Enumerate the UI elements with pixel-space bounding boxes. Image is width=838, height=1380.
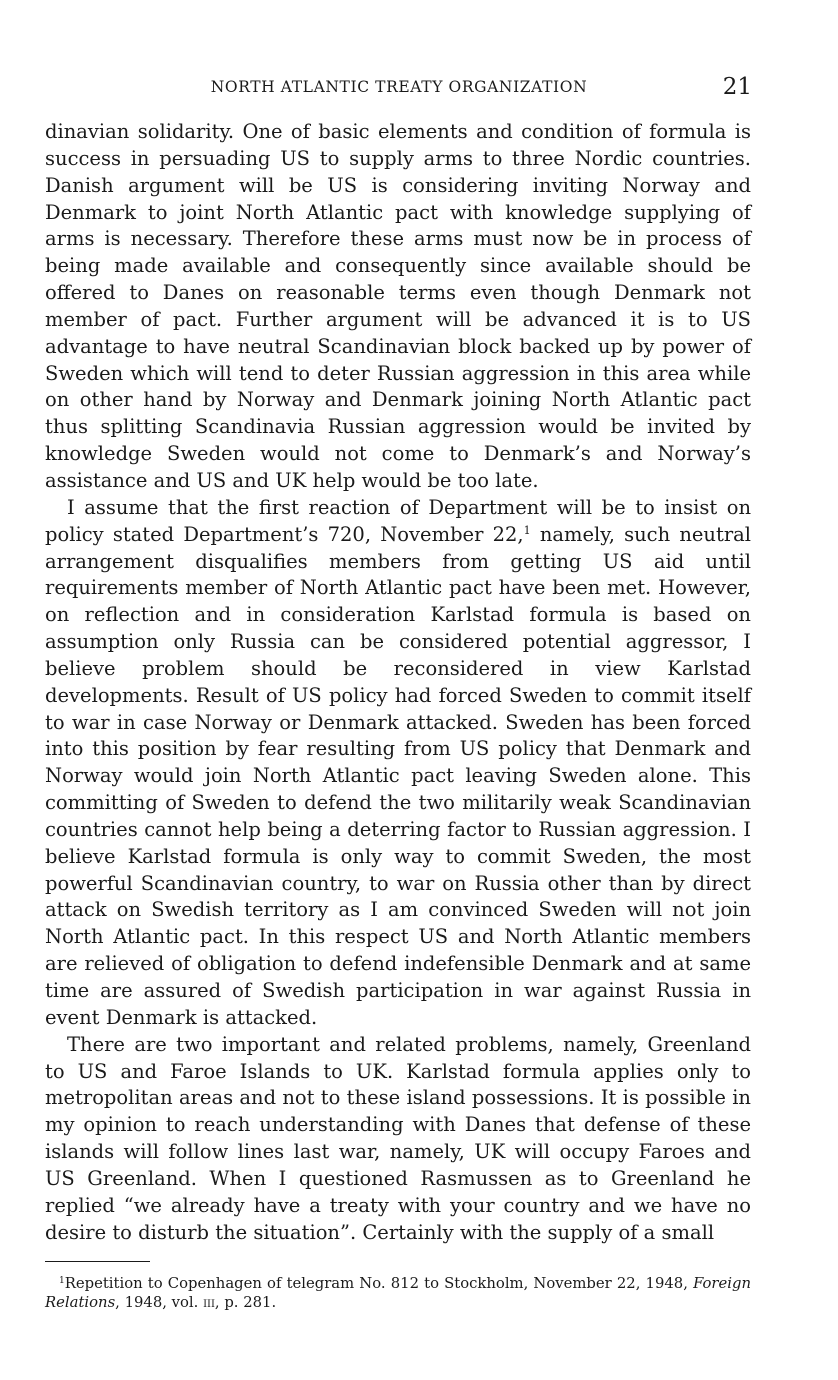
footnote-reference: 1 — [523, 523, 531, 537]
footnote-text-c: , p. 281. — [214, 1294, 277, 1311]
body-text — [45, 119, 751, 1246]
footnote-text-b: , 1948, vol. — [115, 1294, 204, 1311]
footnote-title: Foreign Relations — [45, 1275, 751, 1311]
footnote-1 — [45, 1274, 751, 1312]
running-title: NORTH ATLANTIC TREATY ORGANIZATION — [210, 78, 588, 96]
footnote-volume: iii — [203, 1294, 215, 1311]
footnote-text-a: Repetition to Copenhagen of telegram No. 812 to Stockholm, November 22, 1948, — [64, 1275, 694, 1292]
paragraph-3: There are two important and related problems, namely, Greenland to US and Faroe Islands to UK. Karlstad formula applies only to metropolitan areas and not to these island possessions. It is possible in my opinion to reach understanding with Danes that defense of these islands will follow lines last war, namely, UK will occupy Faroes and US Greenland. When I questioned Rasmussen as to Greenland he replied “we already have a treaty with your country and we have no desire to disturb the situation”. Certainly with the supply of a small — [45, 1032, 751, 1244]
footnote-marker: 1 — [59, 1276, 65, 1286]
paragraph-2-text-b: namely, such neutral arrangement disqualifies members from getting US aid until requirements member of North Atlantic pact have been met. However, on reflection and in consideration Karlstad formula is based on assumption only Russia can be considered potential aggressor, I believe problem should be reconsidered in view Karlstad developments. Result of US policy had forced Sweden to commit itself to war in case Norway or Denmark attacked. Sweden has been forced into this position by fear resulting from US policy that Denmark and Norway would join North Atlantic pact leaving Sweden alone. This committing of Sweden to defend the two militarily weak Scandinavian countries cannot help being a deterring factor to Russian aggression. I believe Karlstad formula is only way to commit Sweden, the most powerful Scandinavian country, to war on Russia other than by direct attack on Swedish territory as I am convinced Sweden will not join North Atlantic pact. In this respect US and North Atlantic members are relieved of obligation to defend indefensible Denmark and at same time are assured of Swedish participation in war against Russia in event Denmark is attacked. — [45, 522, 751, 1029]
paragraph-1: dinavian solidarity. One of basic elements and condition of formula is success in persuading US to supply arms to three Nordic countries. Danish argument will be US is considering inviting Norway and Denmark to joint North Atlantic pact with knowledge supplying of arms is necessary. Therefore these arms must now be in process of being made available and consequently since available should be offered to Danes on reasonable terms even though Denmark not member of pact. Further argument will be advanced it is to US advantage to have neutral Scandinavian block backed up by power of Sweden which will tend to deter Russian aggression in this area while on other hand by Norway and Denmark joining North Atlantic pact thus splitting Scandinavia Russian aggression would be invited by knowledge Sweden would not come to Denmark’s and Norway’s assistance and US and UK help would be too late. — [45, 120, 751, 492]
footnotes — [45, 1274, 751, 1312]
page-number: 21 — [722, 74, 752, 100]
footnote-divider — [45, 1261, 150, 1262]
running-header — [46, 74, 752, 102]
paragraph-2-text-a: I assume that the first reaction of Department will be to insist on policy stated Department’s 720, November 22, — [45, 495, 751, 546]
paragraph-2 — [45, 495, 751, 1032]
